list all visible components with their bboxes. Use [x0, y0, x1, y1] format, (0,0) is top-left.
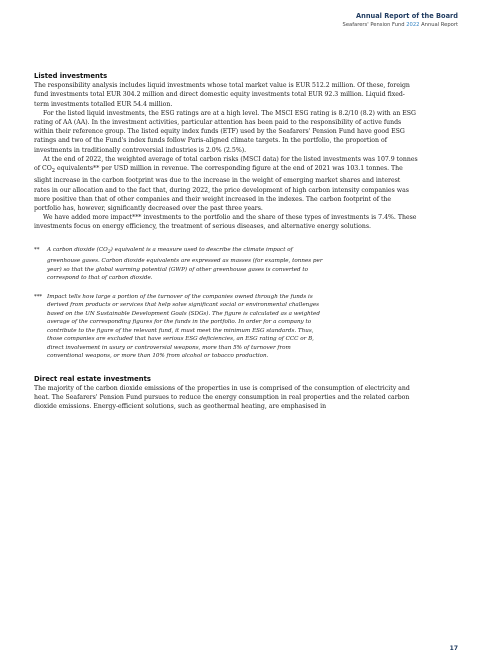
report-title: Annual Report of the Board [356, 12, 458, 20]
footnote-co2-subscript: 2 [107, 249, 111, 255]
carbon-risk-text-b: equivalents** per USD million in revenue. The corresponding figure at the end of 2021 was 103.1 tonnes. The slight increase in the carbon footprint was due to the increase in the weight of emerging market shares and interest rates in our allocation and to the fact that, during 2022, the price development of high carbon intensity companies was more positive than that of other companies and their weight increased in the indexes. The carbon footprint of the portfolio has, however, significantly decreased over the past three years. [34, 165, 409, 213]
main-content [34, 72, 418, 412]
paragraph-real-estate: The majority of the carbon dioxide emissions of the properties in use is comprised of the consumption of electricity and heat. The Seafarers' Pension Fund pursues to reduce the energy consumption in real properties and the related carbon dioxide emissions. Energy-efficient solutions, such as geothermal heating, are emphasised in [34, 385, 410, 411]
footnote-co2-text-a: A carbon dioxide (CO [47, 246, 108, 253]
running-header [343, 12, 458, 28]
paragraph-esg-ratings: For the listed liquid investments, the ESG ratings are at a high level. The MSCI ESG rating is 8.2/10 (8.2) with an ESG rating of AA (AA). In the investment activities, particular attention has been paid to the responsibility of active funds within their reference group. The listed equity index funds (ETF) used by the Seafarers' Pension Fund have good ESG ratings and two of the Fund's index funds follow Paris-aligned climate targets. In the portfolio, the proportion of investments in traditionally controversial industries is 2.0% (2.5%). [34, 109, 416, 154]
report-type: Annual Report [421, 22, 458, 28]
paragraph-carbon-risk [34, 155, 418, 213]
footnote-marker-double: ** [34, 246, 40, 253]
fund-name: Seafarers' Pension Fund [342, 22, 405, 28]
section-heading-real-estate: Direct real estate investments [34, 374, 151, 383]
footnote-co2-equivalent [34, 246, 323, 283]
report-subtitle [343, 22, 458, 28]
report-year: 2022 [406, 22, 420, 28]
paragraph-market-value: The responsibility analysis includes liquid investments whose total market value is EUR 512.2 million. Of these, foreign fund investments total EUR 304.2 million and direct domestic equity investments total EUR 92.3 million. Liquid fixed-term investments totalled EUR 54.4 million. [34, 82, 410, 108]
carbon-risk-text-a: At the end of 2022, the weighted average of total carbon risks (MSCI data) for the listed investments was 107.9 tonnes of CO [34, 155, 418, 173]
paragraph-impact: We have added more impact*** investments to the portfolio and the share of these types of investments is 7.4%. These investments focus on energy efficiency, the treatment of serious diseases, and alternative energy solutions. [34, 214, 417, 231]
footnote-marker-triple: *** [34, 293, 43, 300]
footnote-impact-text: Impact tells how large a portion of the turnover of the companies owned through the funds is derived from products or services that help solve significant social or environmental challenges based on the UN Sustainable Development Goals (SDGs). The figure is calculated as a weighted average of the corresponding figures for the funds in the portfolio. In order for a company to contribute to the figure of the relevant fund, it must meet the minimum ESG standards. Thus, those companies are excluded that have serious ESG deficiencies, an ESG rating of CCC or B, direct involvement in usury or controversial weapons, more than 5% of turnover from conventional weapons, or more than 10% from alcohol or tobacco production. [47, 293, 320, 360]
page-number: 17 [449, 645, 458, 652]
section-heading-listed: Listed investments [34, 72, 108, 80]
footnote-co2-text-b: ) equivalent is a measure used to describe the climate impact of greenhouse gases. Carbon dioxide equivalents are expressed as masses (for example, tonnes per year) so that the global warming potential (GWP) of other greenhouse gases is converted to correspond to that of carbon dioxide. [47, 246, 323, 282]
footnote-impact [34, 293, 323, 361]
co2-subscript: 2 [51, 168, 56, 175]
